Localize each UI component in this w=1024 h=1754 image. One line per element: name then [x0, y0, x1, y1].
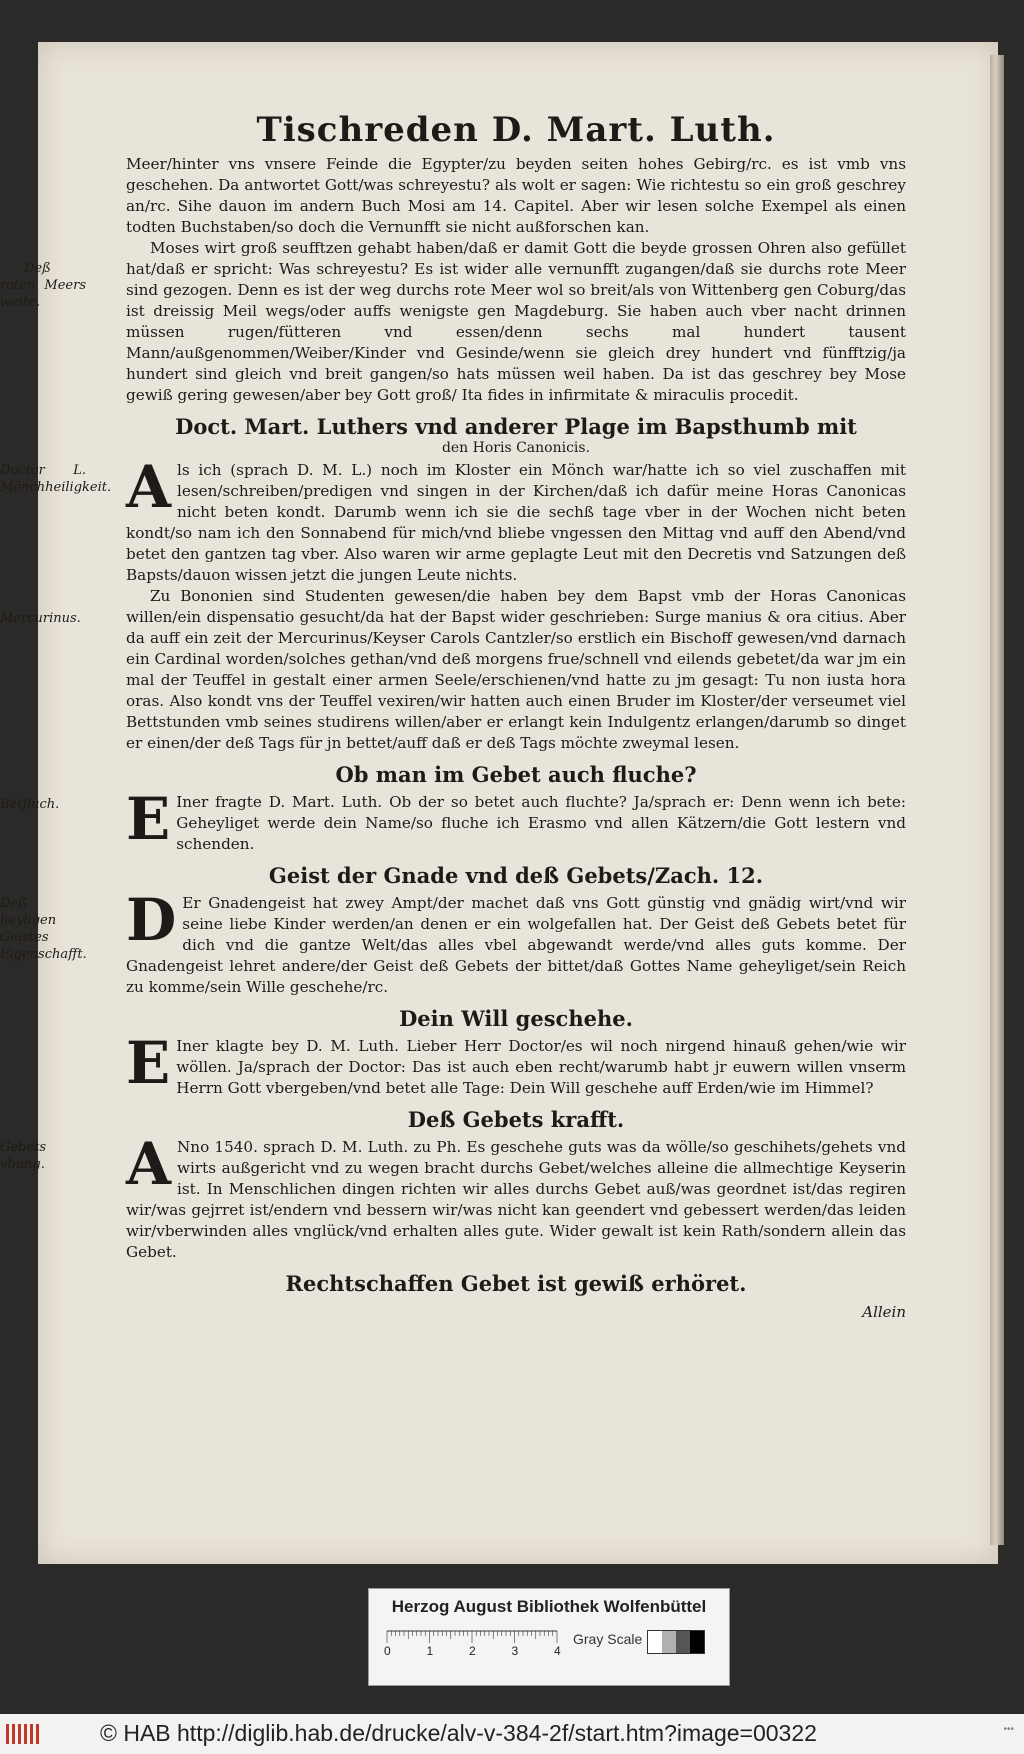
paragraph-plage-2-text: Zu Bononien sind Studenten gewesen/die haben bey dem Bapst vmb der Horas Canonicas willen/ein dispensatio gesucht/da hat der Bapst wider geschrieben: Surge manius & ora citius. Aber da auff ein zeit der Mercurinus/Keyser Carols Cantzler/so erstlich ein Bischoff gewesen/vnd darnach ein Cardinal worden/solches gethan/vnd deß morgens frue/schnell vnd eilends gebetet/da war jm ein mal der Teuffel in gestalt einer armen Seele/erschienen/vnd hatte zu jm gesagt: Tu non iusta hora oras. Also kondt vns der Teuffel vexiren/wir hatten auch einen Bruder im Kloster/der verseumet viel Bettstunden vmb seines studirens willen/aber er erlangt kein Indulgentz erlangen/darumb so dinget er einen/der deß Tags für jn bettet/auff daß er deß Tags möchte zweymal lesen. — [126, 587, 906, 752]
paragraph-fluch-text: Iner fragte D. Mart. Luth. Ob der so betet auch fluchte? Ja/sprach er: Denn wenn ich bete: Geheyliget werde dein Name/so fluche ich Erasmo vnd allen Kätzern/die Gott lestern vnd schenden. — [176, 793, 906, 853]
gray-swatch — [648, 1631, 662, 1653]
margin-note-mercur: Mercurinus. — [0, 611, 81, 626]
paragraph-plage-2 — [0, 586, 906, 754]
paragraph-gnade-text: Er Gnadengeist hat zwey Ampt/der machet daß vns Gott günstig vnd gnädig wirt/vnd wir seine liebe Kinder werden/an denen er ein wolgefallen hat. Der Geist deß Gebets betet für dich vnd die gantze Welt/das alles vbel abgewandt werde/vnd alles guts komme. Der Gnadengeist lehret andere/der Geist deß Gebets der bittet/daß Gottes Name geheyliget/sein Reich zu komme/sein Wille geschehe/rc. — [126, 894, 906, 996]
paragraph-top-2 — [0, 238, 906, 406]
ruler-number: 1 — [426, 1644, 434, 1657]
paragraph-gnade — [0, 886, 906, 998]
paragraph-top-1: Meer/hinter vns vnsere Feinde die Egypter/zu beyden seiten hohes Gebirg/rc. es ist vmb vns geschehen. Da antwortet Gott/was schreyestu? als wolt er sagen: Wie richtestu so ein groß geschrey an/rc. Sihe dauon im andern Buch Mosi am 14. Capitel. Aber wir lesen solche Exempel als einen todten Buchstaben/so doch die Vernunfft sie nicht außforschen kan. — [126, 155, 906, 236]
paragraph-will-text: Iner klagte bey D. M. Luth. Lieber Herr Doctor/es wil noch nirgend hinauß gehen/wie wir wöllen. Ja/sprach der Doctor: Das ist auch eben recht/warumb habt jr euwern willen vnserm Herrn Gott vbergeben/vnd betet alle Tage: Dein Will geschehe auff Erden/wie im Himmel? — [176, 1037, 906, 1097]
paragraph-will — [126, 1029, 906, 1099]
library-label-card — [368, 1588, 730, 1686]
footer-dots: ••• — [1003, 1724, 1014, 1735]
section-title-fluch: Ob man im Gebet auch fluche? — [335, 762, 697, 787]
section-sub-plage: den Horis Canonicis. — [441, 440, 591, 456]
margin-note-gebet: Gebets vbung. — [0, 1140, 46, 1172]
paragraph-top-2-text: Moses wirt groß seufftzen gehabt haben/daß er damit Gott die beyde grossen Ohren also gefüllet hat/daß er spricht: Was schreyestu? Es ist wider alle vernunfft zugangen/daß sie durchs rote Meer sind gezogen. Denn es ist der weg durchs rote Meer wol so breit/als von Wittenberg gen Coburg/das ist dreissig Meil wegs/oder auffs wenigste gen Magdeburg. Sie haben auch vber nacht drinnen müssen rugen/fütteren vnd essen/denn sechs mal hundert tausent Mann/außgenommen/Weiber/Kinder vnd Gesinde/wenn sie gleich drey hundert vnd fünfftzig/ja hundert sind gleich vnd breit gangen/so hats müssen weil haben. Da ist das geschrey bey Mose gewiß gering gewesen/aber bey Gott groß/ Ita fides in infirmitate & miraculis procedit. — [126, 239, 906, 404]
paragraph-fluch — [0, 785, 906, 855]
ruler-number: 3 — [511, 1644, 519, 1657]
gray-swatch — [690, 1631, 704, 1653]
page-edge — [990, 55, 1004, 1545]
gray-swatch — [662, 1631, 676, 1653]
margin-note-betfluch: Betfluch. — [0, 797, 60, 812]
ruler-number: 4 — [554, 1644, 561, 1657]
drop-cap-plage: A — [126, 453, 172, 521]
section-title-krafft: Deß Gebets krafft. — [407, 1107, 625, 1132]
library-name: Herzog August Bibliothek Wolfenbüttel — [391, 1597, 707, 1616]
paragraph-krafft — [0, 1130, 906, 1263]
running-head: Tischreden D. Mart. Luth. — [256, 110, 776, 150]
hab-logo-icon — [4, 1720, 44, 1748]
paragraph-plage-1 — [0, 453, 906, 586]
margin-note-moench: Doctor L. Mönchheiligkeit. — [0, 463, 112, 495]
section-title-erhoert: Rechtschaffen Gebet ist gewiß erhöret. — [285, 1271, 747, 1296]
drop-cap-fluch: E — [126, 785, 171, 853]
ruler-number: 0 — [384, 1644, 391, 1657]
section-title-plage: Doct. Mart. Luthers vnd anderer Plage im Bapsthumb mit — [175, 414, 857, 439]
paragraph-plage-1-text: ls ich (sprach D. M. L.) noch im Kloster ein Mönch war/hatte ich so viel zuschaffen mit lesen/schreiben/predigen vnd singen in der Kirchen/daß ich dafür meine Horas Canonicas nicht beten kondt. Darumb wenn ich sie die sechß tage vber in der Wochen nicht beten kondt/so nam ich den Sonnabend für mich/vnd bliebe vngessen den Mittag vnd auff den Abend/vnd betet den gantzen tag vber. Also waren wir arme geplagte Leut mit den Decretis vnd Satzungen deß Bapsts/dauon wissen jetzt die jungen Leute nichts. — [126, 461, 906, 584]
gray-swatch — [676, 1631, 690, 1653]
scale-ruler — [383, 1629, 561, 1657]
gray-scale-swatches — [647, 1630, 705, 1654]
section-title-gnade: Geist der Gnade vnd deß Gebets/Zach. 12. — [268, 863, 764, 888]
catchword: Allein — [862, 1303, 906, 1321]
footer-url-text: © HAB http://diglib.hab.de/drucke/alv-v-384-2f/start.htm?image=00322 — [100, 1720, 817, 1746]
drop-cap-will: E — [126, 1029, 171, 1097]
drop-cap-gnade: D — [126, 886, 177, 954]
paragraph-krafft-text: Nno 1540. sprach D. M. Luth. zu Ph. Es geschehe guts was da wölle/so geschihets/gehets vnd wirts außgericht vnd zu wegen bracht durchs Gebet/welches alleine die allmechtige Keyserin ist. In Menschlichen dingen richten wir alles durchs Gebet auß/was geordnet ist/das regiren wir/was gejrret ist/endern vnd bessern wir/was nicht kan geendert vnd gebessert werden/das leiden wir/vberwinden alles vnglück/vnd erhalten alles gute. Wider gewalt ist kein Rath/sondern allein das Gebet. — [126, 1138, 906, 1261]
page-content — [0, 62, 906, 1321]
ruler-number: 2 — [469, 1644, 476, 1657]
margin-note-geist: Deß heyligen Geistes Eigenschafft. — [0, 896, 87, 962]
footer-bar — [0, 1714, 1024, 1754]
drop-cap-krafft: A — [126, 1130, 172, 1198]
margin-note-meer: Deß roten Meers weite. — [0, 261, 86, 310]
gray-scale-label: Gray Scale — [573, 1631, 643, 1647]
section-title-will: Dein Will geschehe. — [399, 1006, 633, 1031]
